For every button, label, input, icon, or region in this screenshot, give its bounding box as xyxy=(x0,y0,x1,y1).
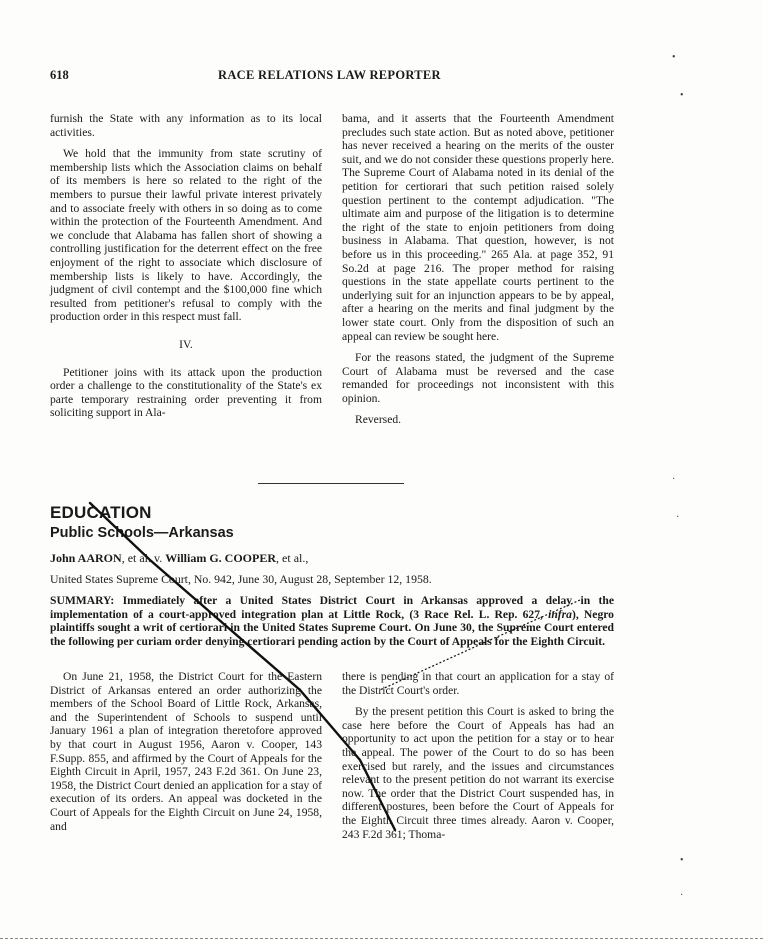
party-name: William G. COOPER xyxy=(165,551,277,565)
page-edge xyxy=(0,938,763,939)
summary-text: Immediately after a United States District Court in Arkansas approved a delay in the implementation of a court-approved integration plan at Little Rock, (3 Race Rel. L. Rep. 627, xyxy=(50,594,614,621)
running-title: RACE RELATIONS LAW REPORTER xyxy=(218,68,441,82)
case-caption-text: , et al., xyxy=(276,551,309,565)
paragraph: furnish the State with any information as to its local activities. xyxy=(50,112,322,139)
top-right-column xyxy=(342,112,614,435)
summary-infra: infra xyxy=(548,607,572,621)
top-left-column xyxy=(50,112,322,428)
section-divider xyxy=(258,483,404,484)
scan-speck: · xyxy=(676,512,680,523)
page-number: 618 xyxy=(50,68,69,82)
topic-subheading: Public Schools—Arkansas xyxy=(50,525,234,541)
scan-speck: • xyxy=(680,90,684,101)
case-summary xyxy=(50,594,614,648)
paragraph: Reversed. xyxy=(355,413,402,427)
topic-heading: EDUCATION xyxy=(50,503,152,522)
scan-speck: • xyxy=(672,52,676,63)
paragraph: there is pending in that court an application for a stay of the District Court's order. xyxy=(342,670,614,697)
scan-speck: • xyxy=(680,855,684,866)
paragraph: By the present petition this Court is asked to bring the case here before the Court of Appeals has had an opportunity to act upon the petition for a stay or to hear the appeal. The power of the Court to do so has been exercised but rarely, and the issues and circumstances relevant to the present petition do not warrant its exercise now. The order that the District Court suspended has, in different postures, been before the Court of Appeals for the Eighth Circuit three times already. Aaron v. Cooper, 243 F.2d 361; Thoma- xyxy=(342,705,614,841)
summary-label: SUMMARY: xyxy=(50,594,115,607)
summary-text: ), Negro plaintiffs sought a writ of certiorari in the United States Supreme Court. On June 30, the Supreme Court entered the following per curiam order denying certiorari pending action by the Court of Appeals for the Eighth Circuit. xyxy=(50,607,614,648)
section-heading: IV. xyxy=(179,337,193,351)
paragraph: bama, and it asserts that the Fourteenth Amendment precludes such state action. But as noted above, petitioner has never received a hearing on the merits of the ouster suit, and we do not consider these questions properly here. The Supreme Court of Alabama noted in its denial of the petition for certiorari that such petition raised solely question pertinent to the contempt adjudication. "The ultimate aim and purpose of the litigation is to determine the right of the state to enjoin petitioners from doing business in Alabama. That question, however, is not before us in this proceeding." 265 Ala. at page 352, 91 So.2d at page 216. The proper method for raising questions in the state appellate courts pertinent to the underlying suit for an injunction appears to be by appeal, after a hearing on the merits and final judgment by the lower state court. Only from the disposition of such an appeal can review be sought here. xyxy=(342,112,614,343)
scan-speck: · xyxy=(680,890,684,901)
paragraph: For the reasons stated, the judgment of the Supreme Court of Alabama must be reversed and the case remanded for proceedings not inconsistent with this opinion. xyxy=(342,351,614,405)
case-caption-text: , et al. v. xyxy=(121,551,166,565)
case-caption xyxy=(50,551,308,566)
court-citation: United States Supreme Court, No. 942, June 30, August 28, September 12, 1958. xyxy=(50,572,432,586)
bottom-right-column xyxy=(342,670,614,849)
paragraph: We hold that the immunity from state scrutiny of membership lists which the Association claims on behalf of its members is here so related to the right of the members to pursue their lawful private interest privately and to associate freely with others in so doing as to come within the protection of the Fourteenth Amendment. And we conclude that Alabama has fallen short of showing a controlling justification for the deterrent effect on the free enjoyment of the right to associate which disclosure of membership lists is likely to have. Accordingly, the judgment of civil contempt and the $100,000 fine which resulted from petitioner's refusal to comply with the production order in this respect must fall. xyxy=(50,147,322,324)
paragraph: Petitioner joins with its attack upon the production order a challenge to the constitutionality of the State's ex parte temporary restraining order preventing it from soliciting support in Ala- xyxy=(50,365,322,420)
bottom-left-column xyxy=(50,670,322,841)
paragraph: On June 21, 1958, the District Court for the Eastern District of Arkansas entered an order authorizing the members of the School Board of Little Rock, Arkansas, and the Superintendent of Schools to suspend until January 1961 a plan of integration theretofore approved by that court in August 1956, Aaron v. Cooper, 143 F.Supp. 855, and affirmed by the Court of Appeals for the Eighth Circuit in April, 1957, 243 F.2d 361. On June 23, 1958, the District Court denied an application for a stay of execution of its orders. An appeal was docketed in the Court of Appeals for the Eighth Circuit on June 24, 1958, and xyxy=(50,670,322,833)
scan-speck: · xyxy=(672,474,676,485)
party-name: John AARON xyxy=(50,551,122,565)
